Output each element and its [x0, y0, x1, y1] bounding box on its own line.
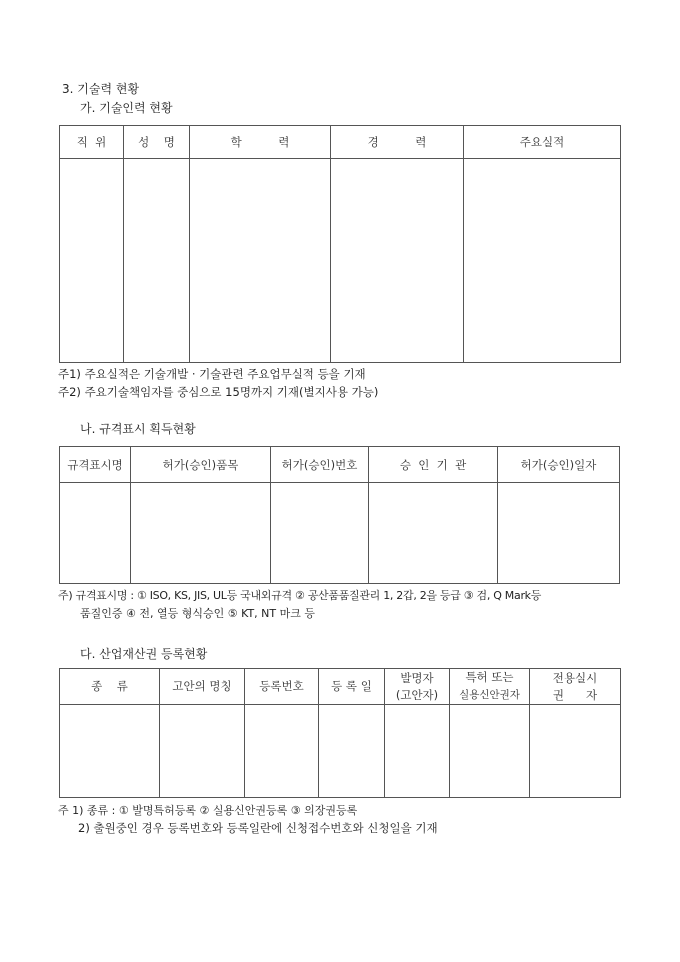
cell-approved-item[interactable] [131, 483, 271, 584]
cell-approval-agency[interactable] [369, 483, 498, 584]
subsection-c-title: 다. 산업재산권 등록현황 [80, 647, 208, 661]
section-title: 3. 기술력 현황 [62, 82, 140, 96]
col-approval-number: 허가(승인)번호 [271, 447, 369, 483]
table-header-row [60, 669, 621, 705]
col-approval-agency: 승 인 기 관 [369, 447, 498, 483]
col-inventor-line2: (고안자) [395, 687, 439, 702]
note-b-2: 품질인증 ④ 전, 열등 형식승인 ⑤ KT, NT 마크 등 [80, 607, 315, 620]
cell-education[interactable] [190, 159, 331, 363]
col-achievements: 주요실적 [464, 126, 621, 159]
industrial-property-table [59, 668, 621, 798]
col-registration-date [319, 669, 385, 705]
note-a-1: 주1) 주요실적은 기술개발 · 기술관련 주요업무실적 등을 기재 [58, 367, 366, 381]
col-registration-number [245, 669, 319, 705]
col-invention-title-label: 고안의 명칭 [172, 679, 232, 693]
table-row [60, 159, 621, 363]
table-header-row [60, 447, 620, 483]
col-patent-holder [450, 669, 530, 705]
col-inventor-line1: 발명자 [400, 670, 434, 685]
col-education: 학 력 [190, 126, 331, 159]
table-row [60, 483, 620, 584]
col-patent-holder-line1: 특허 또는 [465, 670, 514, 684]
cell-achievements[interactable] [464, 159, 621, 363]
cell-invention-title[interactable] [160, 705, 245, 798]
col-approved-item: 허가(승인)품목 [131, 447, 271, 483]
col-patent-holder-line2: 실용신안권자 [459, 689, 520, 701]
cell-registration-date[interactable] [319, 705, 385, 798]
cell-standard-name[interactable] [60, 483, 131, 584]
tech-personnel-table [59, 125, 621, 363]
cell-position[interactable] [60, 159, 124, 363]
col-approval-date: 허가(승인)일자 [498, 447, 620, 483]
col-exclusive-licensee-line2: 권 자 [552, 687, 598, 702]
subsection-b-title: 나. 규격표시 획득현황 [80, 422, 196, 436]
cell-approval-date[interactable] [498, 483, 620, 584]
col-standard-name: 규격표시명 [60, 447, 131, 483]
note-c-2: 2) 출원중인 경우 등록번호와 등록일란에 신청접수번호와 신청일을 기재 [78, 821, 438, 835]
col-career: 경 력 [331, 126, 464, 159]
subsection-a-title: 가. 기술인력 현황 [80, 101, 173, 115]
table-header-row [60, 126, 621, 159]
note-b-1 [58, 587, 541, 603]
note-a-2: 주2) 주요기술책임자를 중심으로 15명까지 기재(별지사용 가능) [58, 385, 379, 399]
cell-patent-holder[interactable] [450, 705, 530, 798]
cell-career[interactable] [331, 159, 464, 363]
col-exclusive-licensee [530, 669, 621, 705]
col-exclusive-licensee-line1: 전용실시 [552, 670, 598, 685]
cell-registration-number[interactable] [245, 705, 319, 798]
cell-approval-number[interactable] [271, 483, 369, 584]
cell-exclusive-licensee[interactable] [530, 705, 621, 798]
col-registration-number-label: 등록번호 [259, 679, 304, 693]
note-c-1: 주 1) 종류 : ① 발명특허등록 ② 실용신안권등록 ③ 의장권등록 [58, 804, 358, 817]
col-registration-date-label: 등 록 일 [331, 679, 372, 693]
standard-mark-table [59, 446, 620, 584]
col-invention-title [160, 669, 245, 705]
table-row [60, 705, 621, 798]
col-type [60, 669, 160, 705]
cell-name[interactable] [124, 159, 190, 363]
col-inventor [385, 669, 450, 705]
col-name: 성 명 [124, 126, 190, 159]
cell-inventor[interactable] [385, 705, 450, 798]
cell-type[interactable] [60, 705, 160, 798]
col-position: 직 위 [60, 126, 124, 159]
note-b-1-text: 주) 규격표시명 : ① ISO, KS, JIS, UL등 국내외규격 ② 공산품품질관리 1, 2갑, 2을 등급 ③ 검, Q Mark등 [58, 589, 542, 602]
col-type-label: 종 류 [91, 679, 128, 693]
